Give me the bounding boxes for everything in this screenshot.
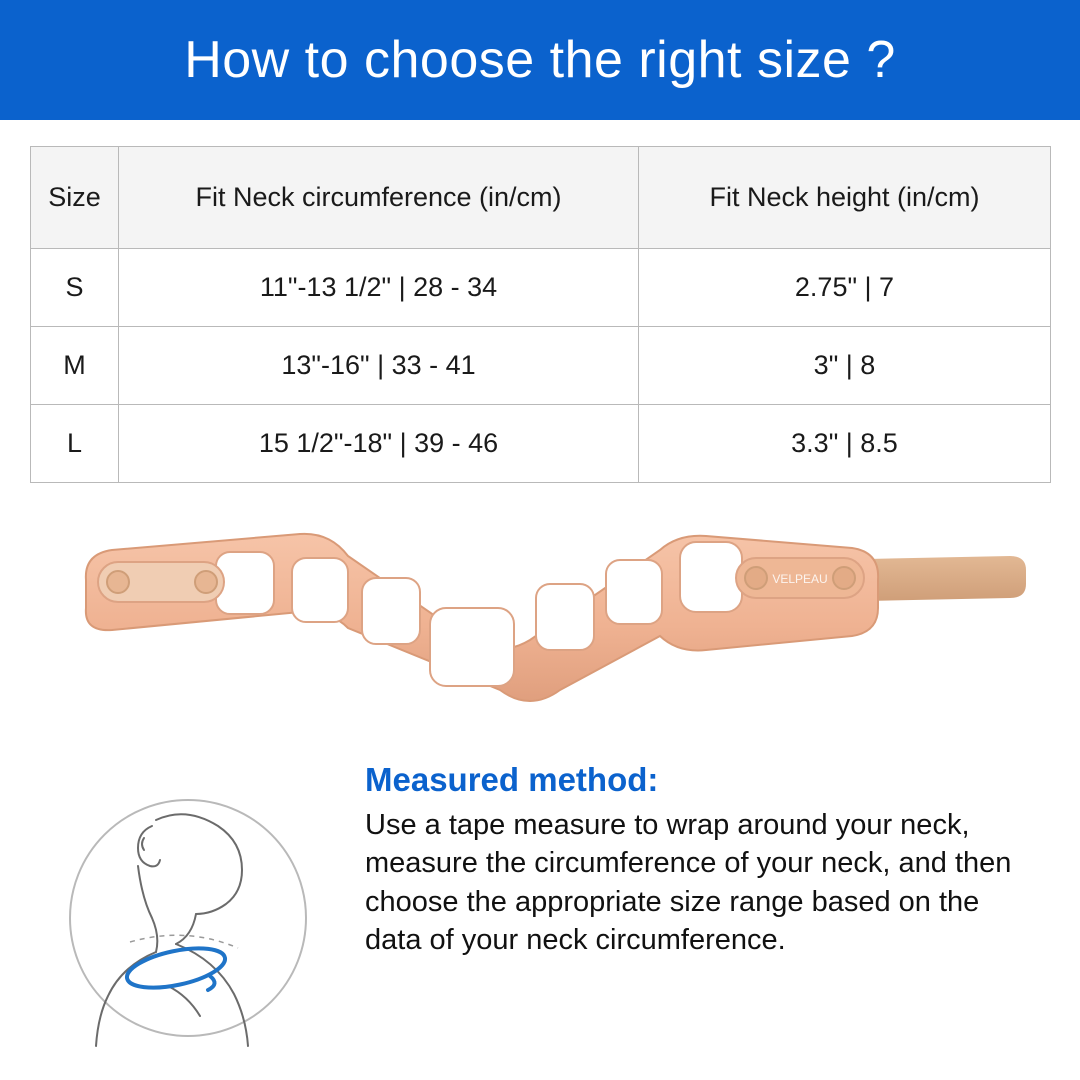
table-body [31, 249, 1051, 483]
brand-mark: VELPEAU [772, 572, 828, 586]
cell-circumference: 15 1/2"-18" | 39 - 46 [119, 405, 639, 483]
measured-method-text: Use a tape measure to wrap around your neck, measure the circumference of your neck, and then choose the appropriate size range based on the data of your neck circumference. [365, 808, 1012, 957]
right-fastener-pad [736, 558, 864, 598]
cell-height: 3.3" | 8.5 [639, 405, 1051, 483]
header-banner [0, 0, 1080, 120]
head-outline [96, 814, 248, 1046]
table-row [31, 327, 1051, 405]
table-header-row [31, 147, 1051, 249]
column-header-size: Size [31, 147, 119, 249]
table-header [31, 147, 1051, 249]
cell-size: M [31, 327, 119, 405]
tape-measure-icon [124, 941, 229, 995]
column-header-height: Fit Neck height (in/cm) [639, 147, 1051, 249]
table-row [31, 249, 1051, 327]
cell-size: L [31, 405, 119, 483]
cell-circumference: 13"-16" | 33 - 41 [119, 327, 639, 405]
product-image [0, 490, 1080, 750]
cell-height: 2.75" | 7 [639, 249, 1051, 327]
size-table [30, 146, 1051, 483]
cell-size: S [31, 249, 119, 327]
neck-diagram-svg [60, 790, 340, 1050]
column-header-circumference: Fit Neck circumference (in/cm) [119, 147, 639, 249]
measured-method-block [365, 760, 1025, 960]
measured-method-title: Measured method: [365, 761, 659, 798]
measurement-diagram [60, 790, 340, 1050]
cell-height: 3" | 8 [639, 327, 1051, 405]
table-row [31, 405, 1051, 483]
neck-brace-illustration [0, 490, 1080, 750]
cell-circumference: 11"-13 1/2" | 28 - 34 [119, 249, 639, 327]
page-title: How to choose the right size ? [184, 31, 896, 89]
left-fastener-pad [98, 562, 224, 602]
